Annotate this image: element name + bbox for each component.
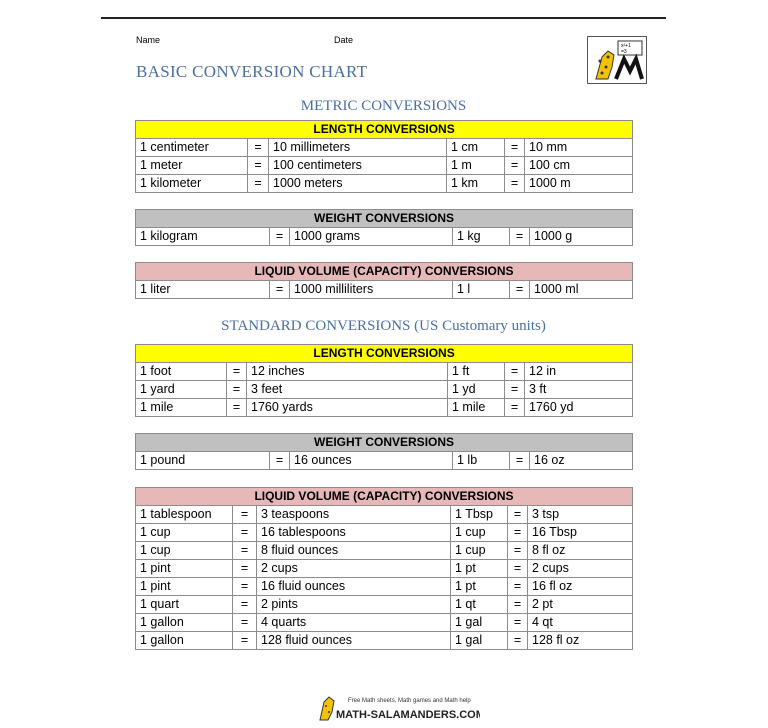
equals-cell: =: [227, 363, 247, 381]
abbr-unit-cell: 1 pt: [451, 560, 508, 578]
unit-cell: 1 gallon: [136, 632, 233, 650]
abbr-unit-cell: 1 mile: [448, 399, 505, 417]
table-row: [136, 632, 633, 650]
abbr-unit-cell: 1 gal: [451, 614, 508, 632]
equals-cell: =: [505, 175, 525, 193]
value-cell: 16 fluid ounces: [257, 578, 451, 596]
table-title: LIQUID VOLUME (CAPACITY) CONVERSIONS: [136, 263, 633, 281]
abbr-value-cell: 2 cups: [528, 560, 633, 578]
unit-cell: 1 pound: [136, 452, 270, 470]
value-cell: 10 millimeters: [269, 139, 447, 157]
equals-cell: =: [510, 452, 530, 470]
equals-cell: =: [233, 560, 257, 578]
abbr-value-cell: 3 tsp: [528, 506, 633, 524]
table-row: [136, 452, 633, 470]
equals-cell: =: [508, 506, 528, 524]
metric-weight-table: [135, 209, 633, 246]
top-rule: [101, 17, 666, 19]
footer-brand: MATH-SALAMANDERS.COM: [336, 709, 480, 721]
date-label: Date: [334, 35, 354, 45]
svg-text:x²+1: x²+1: [621, 43, 631, 49]
table-title: WEIGHT CONVERSIONS: [136, 210, 633, 228]
abbr-value-cell: 100 cm: [525, 157, 633, 175]
unit-cell: 1 tablespoon: [136, 506, 233, 524]
equals-cell: =: [508, 560, 528, 578]
unit-cell: 1 centimeter: [136, 139, 248, 157]
unit-cell: 1 gallon: [136, 614, 233, 632]
equals-cell: =: [248, 157, 269, 175]
equals-cell: =: [270, 452, 290, 470]
equals-cell: =: [508, 596, 528, 614]
abbr-value-cell: 16 fl oz: [528, 578, 633, 596]
metric-liquid-table: [135, 262, 633, 299]
svg-text:=3: =3: [621, 49, 627, 55]
table-row: [136, 578, 633, 596]
table-row: [136, 524, 633, 542]
value-cell: 16 tablespoons: [257, 524, 451, 542]
value-cell: 3 feet: [247, 381, 448, 399]
table-row: [136, 281, 633, 299]
table-row: [136, 542, 633, 560]
table-row: [136, 139, 633, 157]
value-cell: 1000 meters: [269, 175, 447, 193]
value-cell: 12 inches: [247, 363, 448, 381]
abbr-value-cell: 1000 g: [530, 228, 633, 246]
abbr-unit-cell: 1 cup: [451, 542, 508, 560]
table-row: [136, 228, 633, 246]
equals-cell: =: [270, 228, 290, 246]
value-cell: 2 cups: [257, 560, 451, 578]
equals-cell: =: [233, 542, 257, 560]
abbr-unit-cell: 1 pt: [451, 578, 508, 596]
equals-cell: =: [508, 632, 528, 650]
equals-cell: =: [505, 399, 525, 417]
abbr-unit-cell: 1 cup: [451, 524, 508, 542]
table-row: [136, 381, 633, 399]
table-row: [136, 614, 633, 632]
abbr-value-cell: 12 in: [525, 363, 633, 381]
abbr-value-cell: 1000 m: [525, 175, 633, 193]
unit-cell: 1 yard: [136, 381, 227, 399]
table-row: [136, 157, 633, 175]
equals-cell: =: [227, 399, 247, 417]
value-cell: 1000 grams: [290, 228, 453, 246]
equals-cell: =: [233, 524, 257, 542]
abbr-value-cell: 1760 yd: [525, 399, 633, 417]
table-title: WEIGHT CONVERSIONS: [136, 434, 633, 452]
equals-cell: =: [508, 524, 528, 542]
unit-cell: 1 meter: [136, 157, 248, 175]
footer-tagline: Free Math sheets, Math games and Math help: [348, 698, 471, 704]
value-cell: 2 pints: [257, 596, 451, 614]
unit-cell: 1 foot: [136, 363, 227, 381]
equals-cell: =: [248, 175, 269, 193]
value-cell: 100 centimeters: [269, 157, 447, 175]
abbr-unit-cell: 1 cm: [447, 139, 505, 157]
value-cell: 16 ounces: [290, 452, 453, 470]
abbr-unit-cell: 1 ft: [448, 363, 505, 381]
standard-liquid-table: [135, 487, 633, 650]
salamander-logo: [587, 36, 647, 84]
abbr-unit-cell: 1 kg: [453, 228, 510, 246]
footer-logo: [318, 692, 480, 722]
abbr-unit-cell: 1 gal: [451, 632, 508, 650]
table-row: [136, 175, 633, 193]
standard-heading: STANDARD CONVERSIONS (US Customary units): [221, 318, 546, 334]
metric-length-table: [135, 120, 633, 193]
equals-cell: =: [248, 139, 269, 157]
unit-cell: 1 kilometer: [136, 175, 248, 193]
equals-cell: =: [510, 228, 530, 246]
value-cell: 8 fluid ounces: [257, 542, 451, 560]
unit-cell: 1 cup: [136, 524, 233, 542]
equals-cell: =: [510, 281, 530, 299]
value-cell: 4 quarts: [257, 614, 451, 632]
equals-cell: =: [270, 281, 290, 299]
equals-cell: =: [505, 381, 525, 399]
table-row: [136, 596, 633, 614]
unit-cell: 1 mile: [136, 399, 227, 417]
equals-cell: =: [233, 578, 257, 596]
equals-cell: =: [505, 363, 525, 381]
unit-cell: 1 pint: [136, 560, 233, 578]
value-cell: 1760 yards: [247, 399, 448, 417]
equals-cell: =: [505, 157, 525, 175]
abbr-value-cell: 3 ft: [525, 381, 633, 399]
abbr-unit-cell: 1 m: [447, 157, 505, 175]
abbr-unit-cell: 1 yd: [448, 381, 505, 399]
unit-cell: 1 liter: [136, 281, 270, 299]
equals-cell: =: [233, 614, 257, 632]
unit-cell: 1 cup: [136, 542, 233, 560]
abbr-value-cell: 8 fl oz: [528, 542, 633, 560]
standard-length-table: [135, 344, 633, 417]
standard-weight-table: [135, 433, 633, 470]
abbr-value-cell: 1000 ml: [530, 281, 633, 299]
value-cell: 1000 milliliters: [290, 281, 453, 299]
abbr-unit-cell: 1 lb: [453, 452, 510, 470]
name-label: Name: [136, 35, 161, 45]
value-cell: 3 teaspoons: [257, 506, 451, 524]
abbr-value-cell: 4 qt: [528, 614, 633, 632]
abbr-unit-cell: 1 qt: [451, 596, 508, 614]
table-row: [136, 560, 633, 578]
abbr-value-cell: 16 Tbsp: [528, 524, 633, 542]
value-cell: 128 fluid ounces: [257, 632, 451, 650]
table-title: LENGTH CONVERSIONS: [136, 345, 633, 363]
unit-cell: 1 quart: [136, 596, 233, 614]
abbr-value-cell: 16 oz: [530, 452, 633, 470]
equals-cell: =: [233, 632, 257, 650]
unit-cell: 1 pint: [136, 578, 233, 596]
unit-cell: 1 kilogram: [136, 228, 270, 246]
abbr-unit-cell: 1 km: [447, 175, 505, 193]
equals-cell: =: [233, 596, 257, 614]
abbr-unit-cell: 1 Tbsp: [451, 506, 508, 524]
table-row: [136, 363, 633, 381]
abbr-value-cell: 10 mm: [525, 139, 633, 157]
table-row: [136, 399, 633, 417]
abbr-unit-cell: 1 l: [453, 281, 510, 299]
table-title: LENGTH CONVERSIONS: [136, 121, 633, 139]
abbr-value-cell: 128 fl oz: [528, 632, 633, 650]
equals-cell: =: [505, 139, 525, 157]
equals-cell: =: [233, 506, 257, 524]
metric-heading: METRIC CONVERSIONS: [300, 98, 467, 114]
equals-cell: =: [508, 614, 528, 632]
equals-cell: =: [508, 542, 528, 560]
table-title: LIQUID VOLUME (CAPACITY) CONVERSIONS: [136, 488, 633, 506]
table-row: [136, 506, 633, 524]
equals-cell: =: [508, 578, 528, 596]
page-title: BASIC CONVERSION CHART: [136, 62, 368, 81]
equals-cell: =: [227, 381, 247, 399]
abbr-value-cell: 2 pt: [528, 596, 633, 614]
